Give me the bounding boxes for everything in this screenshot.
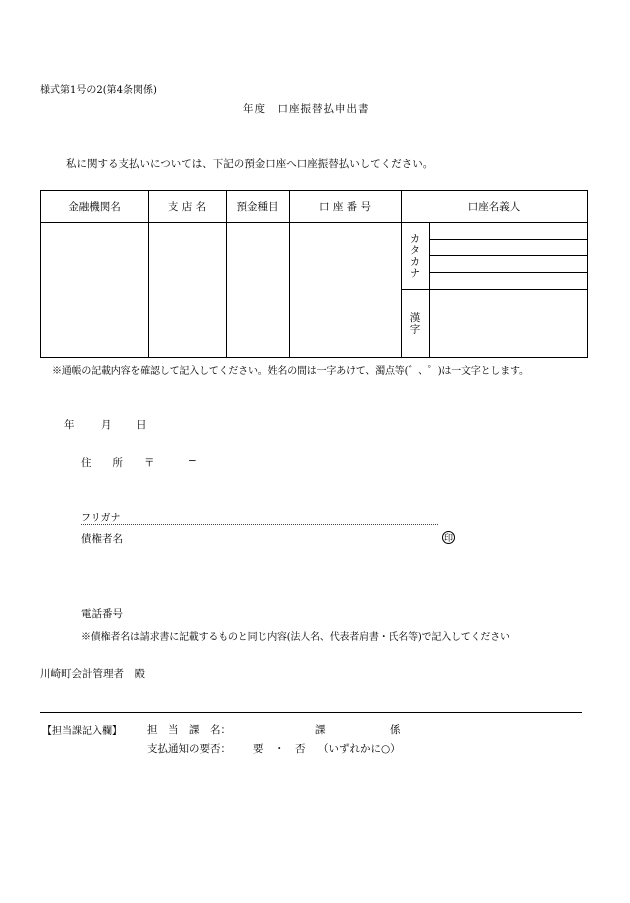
holder-katakana-field[interactable] [431, 224, 585, 288]
form-title: 年度 口座振替払申出書 [243, 103, 370, 115]
date-day: 日 [136, 419, 147, 431]
deposit-type-field[interactable] [228, 224, 287, 355]
creditor-name-label: 債権者名 [81, 533, 123, 545]
phone-label: 電話番号 [81, 608, 123, 620]
intro-text: 私に関する支払いについては、下記の預金口座へ口座振替払いしてください。 [66, 158, 434, 170]
section-name-label: 担 当 課 名： [147, 724, 231, 736]
creditor-note: ※債権者名は請求書に記載するものと同じ内容(法人名、代表者肩書・氏名等)で記入してください [81, 632, 510, 643]
katakana-label-cell [401, 222, 429, 289]
notice-hint: （いずれかに○） [318, 743, 401, 755]
kanji-label: 漢字 [408, 311, 421, 335]
section-name-field[interactable] [240, 719, 310, 735]
furigana-label: フリガナ [81, 513, 121, 524]
kakari-field[interactable] [330, 719, 385, 735]
notice-yes[interactable]: 要 [253, 743, 264, 755]
header-account-number: 口 座 番 号 [318, 201, 371, 213]
account-table [40, 190, 588, 358]
header-bank-name: 金融機関名 [68, 201, 121, 213]
date-month: 月 [101, 419, 112, 431]
phone-field[interactable] [140, 603, 440, 621]
holder-kanji-field[interactable] [431, 291, 585, 355]
section-ka: 課 [315, 724, 326, 736]
notice-separator: ・ [274, 743, 285, 755]
branch-name-field[interactable] [150, 224, 224, 355]
kanji-label-cell [401, 289, 429, 357]
notice-no[interactable]: 否 [295, 743, 306, 755]
postal-dash: − [188, 455, 197, 467]
address-label: 住 所 [81, 457, 123, 469]
date-year: 年 [64, 419, 75, 431]
katakana-label: カタカナ [408, 232, 421, 279]
creditor-name-field[interactable] [135, 528, 435, 546]
notice-label: 支払通知の要否： [147, 743, 231, 755]
account-number-field[interactable] [291, 224, 399, 355]
furigana-dotted-line [81, 524, 438, 525]
header-deposit-type: 預金種目 [236, 201, 279, 213]
postal-mark: 〒 [144, 457, 155, 469]
header-account-holder: 口座名義人 [467, 201, 521, 213]
table-note: ※通帳の記載内容を確認して記入してください。姓名の間は一字あけて、濁点等(゛、゜)は一文字とします。 [52, 366, 529, 377]
staff-section-rule [40, 712, 582, 713]
section-kakari: 係 [390, 724, 401, 736]
table-header-divider [41, 222, 587, 223]
header-branch-name: 支 店 名 [167, 201, 207, 213]
seal-mark: 印 [442, 531, 455, 544]
form-number: 様式第1号の2(第4条関係) [40, 85, 157, 96]
furigana-field[interactable] [130, 505, 435, 523]
addressee: 川崎町会計管理者 殿 [40, 668, 145, 680]
bank-name-field[interactable] [43, 224, 146, 355]
address-field[interactable] [160, 452, 580, 470]
staff-box-label: 【担当課記入欄】 [42, 726, 122, 737]
